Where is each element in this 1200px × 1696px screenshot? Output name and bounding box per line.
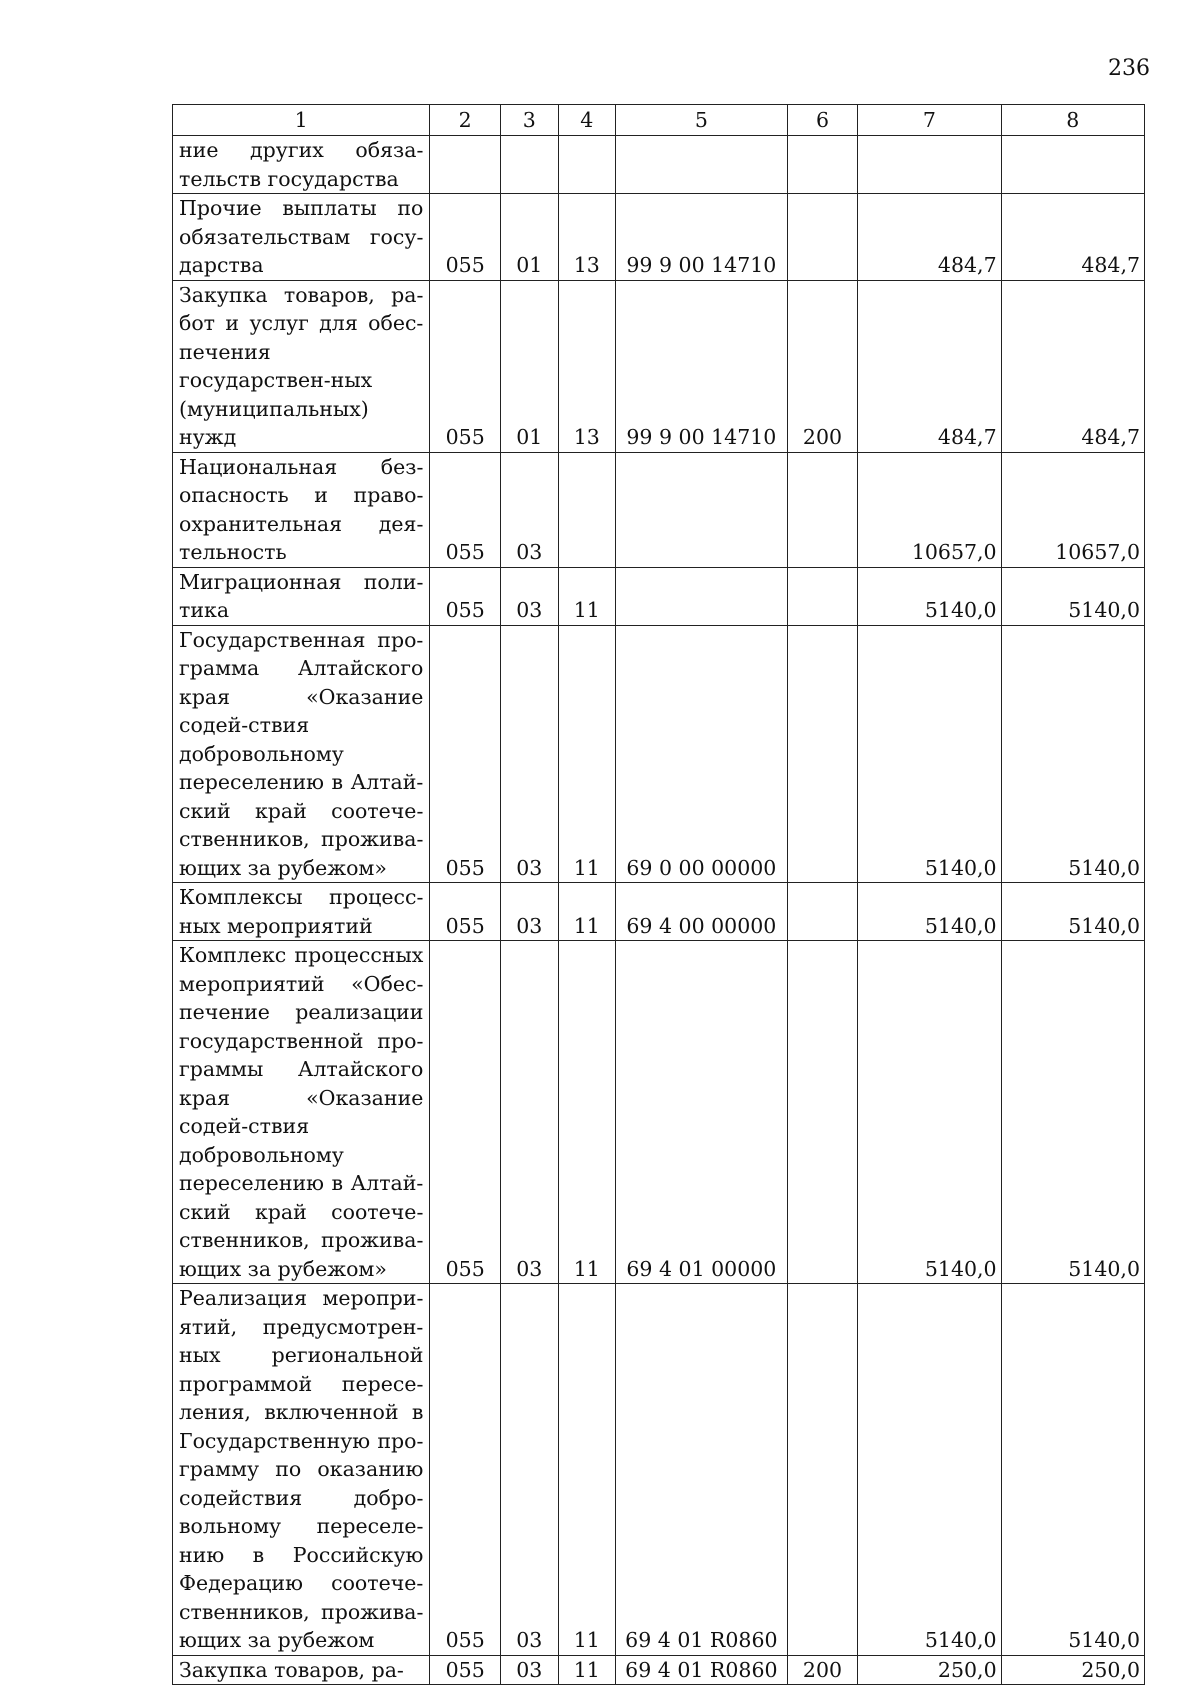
cell-subsection: 11 (558, 625, 616, 883)
table-row (173, 1655, 1145, 1685)
cell-amount-2 (1001, 136, 1144, 194)
row-name: ние других обяза-тельств государства (173, 136, 430, 194)
column-header: 6 (787, 105, 858, 136)
cell-section: 03 (501, 625, 559, 883)
cell-target-article: 69 4 01 R0860 (616, 1655, 788, 1685)
cell-target-article (616, 452, 788, 567)
cell-admin-code: 055 (430, 941, 501, 1284)
cell-subsection: 11 (558, 1284, 616, 1656)
table-row (173, 280, 1145, 452)
cell-subsection: 11 (558, 567, 616, 625)
page-number: 236 (1108, 56, 1150, 81)
row-name: Миграционная поли-тика (173, 567, 430, 625)
cell-expense-type (787, 625, 858, 883)
table-row (173, 941, 1145, 1284)
column-header: 8 (1001, 105, 1144, 136)
cell-admin-code: 055 (430, 883, 501, 941)
column-header: 2 (430, 105, 501, 136)
cell-section: 03 (501, 1284, 559, 1656)
cell-expense-type: 200 (787, 280, 858, 452)
row-name: Комплексы процесс-ных мероприятий (173, 883, 430, 941)
cell-amount-1: 5140,0 (858, 625, 1001, 883)
cell-amount-1: 484,7 (858, 280, 1001, 452)
row-name: Закупка товаров, ра-бот и услуг для обес-печения государствен-ных (муниципальных) нужд (173, 280, 430, 452)
cell-amount-1: 5140,0 (858, 941, 1001, 1284)
column-header: 1 (173, 105, 430, 136)
row-name: Реализация меропри-ятий, предусмотрен-ных региональной программой пересе-ления, включенной в Государственную про-грамму по оказанию содействия добро-вольному переселе-нию в Российскую Федерацию соотече-ственников, прожива-ющих за рубежом (173, 1284, 430, 1656)
cell-target-article: 99 9 00 14710 (616, 194, 788, 281)
cell-target-article (616, 567, 788, 625)
cell-amount-2: 5140,0 (1001, 1284, 1144, 1656)
cell-admin-code: 055 (430, 625, 501, 883)
row-name: Государственная про-грамма Алтайского края «Оказание содей-ствия добровольному переселению в Алтай-ский край соотече-ственников, прожива-ющих за рубежом» (173, 625, 430, 883)
column-header: 7 (858, 105, 1001, 136)
cell-expense-type (787, 567, 858, 625)
cell-admin-code: 055 (430, 452, 501, 567)
cell-amount-1: 10657,0 (858, 452, 1001, 567)
column-header: 4 (558, 105, 616, 136)
cell-subsection (558, 136, 616, 194)
row-name: Комплекс процессных мероприятий «Обес-печение реализации государственной про-граммы Алтайского края «Оказание содей-ствия добровольному переселению в Алтай-ский край соотече-ственников, прожива-ющих за рубежом» (173, 941, 430, 1284)
cell-target-article: 99 9 00 14710 (616, 280, 788, 452)
cell-amount-2: 484,7 (1001, 280, 1144, 452)
cell-subsection: 13 (558, 280, 616, 452)
cell-section: 03 (501, 452, 559, 567)
cell-amount-1: 5140,0 (858, 1284, 1001, 1656)
cell-subsection: 11 (558, 1655, 616, 1685)
cell-section (501, 136, 559, 194)
cell-expense-type (787, 194, 858, 281)
cell-admin-code: 055 (430, 567, 501, 625)
cell-amount-2: 484,7 (1001, 194, 1144, 281)
cell-admin-code: 055 (430, 194, 501, 281)
cell-expense-type (787, 452, 858, 567)
cell-section: 01 (501, 194, 559, 281)
cell-subsection: 13 (558, 194, 616, 281)
cell-target-article: 69 4 01 00000 (616, 941, 788, 1284)
cell-expense-type: 200 (787, 1655, 858, 1685)
cell-expense-type (787, 1284, 858, 1656)
table-row (173, 625, 1145, 883)
cell-amount-2: 5140,0 (1001, 941, 1144, 1284)
column-header: 5 (616, 105, 788, 136)
cell-admin-code (430, 136, 501, 194)
budget-table (172, 104, 1145, 1685)
row-name: Закупка товаров, ра- (173, 1655, 430, 1685)
cell-subsection (558, 452, 616, 567)
cell-target-article: 69 4 00 00000 (616, 883, 788, 941)
cell-admin-code: 055 (430, 1655, 501, 1685)
table-row (173, 567, 1145, 625)
cell-expense-type (787, 941, 858, 1284)
cell-section: 03 (501, 883, 559, 941)
table-row (173, 452, 1145, 567)
table-row (173, 136, 1145, 194)
table-row (173, 883, 1145, 941)
cell-section: 03 (501, 941, 559, 1284)
row-name: Прочие выплаты по обязательствам госу-дарства (173, 194, 430, 281)
table-row (173, 1284, 1145, 1656)
cell-admin-code: 055 (430, 280, 501, 452)
cell-subsection: 11 (558, 883, 616, 941)
cell-section: 03 (501, 567, 559, 625)
cell-amount-1: 5140,0 (858, 883, 1001, 941)
cell-amount-1: 5140,0 (858, 567, 1001, 625)
cell-expense-type (787, 883, 858, 941)
cell-target-article (616, 136, 788, 194)
cell-amount-1: 250,0 (858, 1655, 1001, 1685)
cell-amount-2: 250,0 (1001, 1655, 1144, 1685)
cell-amount-1: 484,7 (858, 194, 1001, 281)
cell-section: 03 (501, 1655, 559, 1685)
table-row (173, 194, 1145, 281)
cell-section: 01 (501, 280, 559, 452)
cell-amount-2: 10657,0 (1001, 452, 1144, 567)
header-row (173, 105, 1145, 136)
cell-amount-1 (858, 136, 1001, 194)
column-header: 3 (501, 105, 559, 136)
cell-target-article: 69 4 01 R0860 (616, 1284, 788, 1656)
cell-subsection: 11 (558, 941, 616, 1284)
row-name: Национальная без-опасность и право-охранительная дея-тельность (173, 452, 430, 567)
cell-target-article: 69 0 00 00000 (616, 625, 788, 883)
cell-amount-2: 5140,0 (1001, 567, 1144, 625)
cell-amount-2: 5140,0 (1001, 883, 1144, 941)
cell-expense-type (787, 136, 858, 194)
cell-amount-2: 5140,0 (1001, 625, 1144, 883)
cell-admin-code: 055 (430, 1284, 501, 1656)
